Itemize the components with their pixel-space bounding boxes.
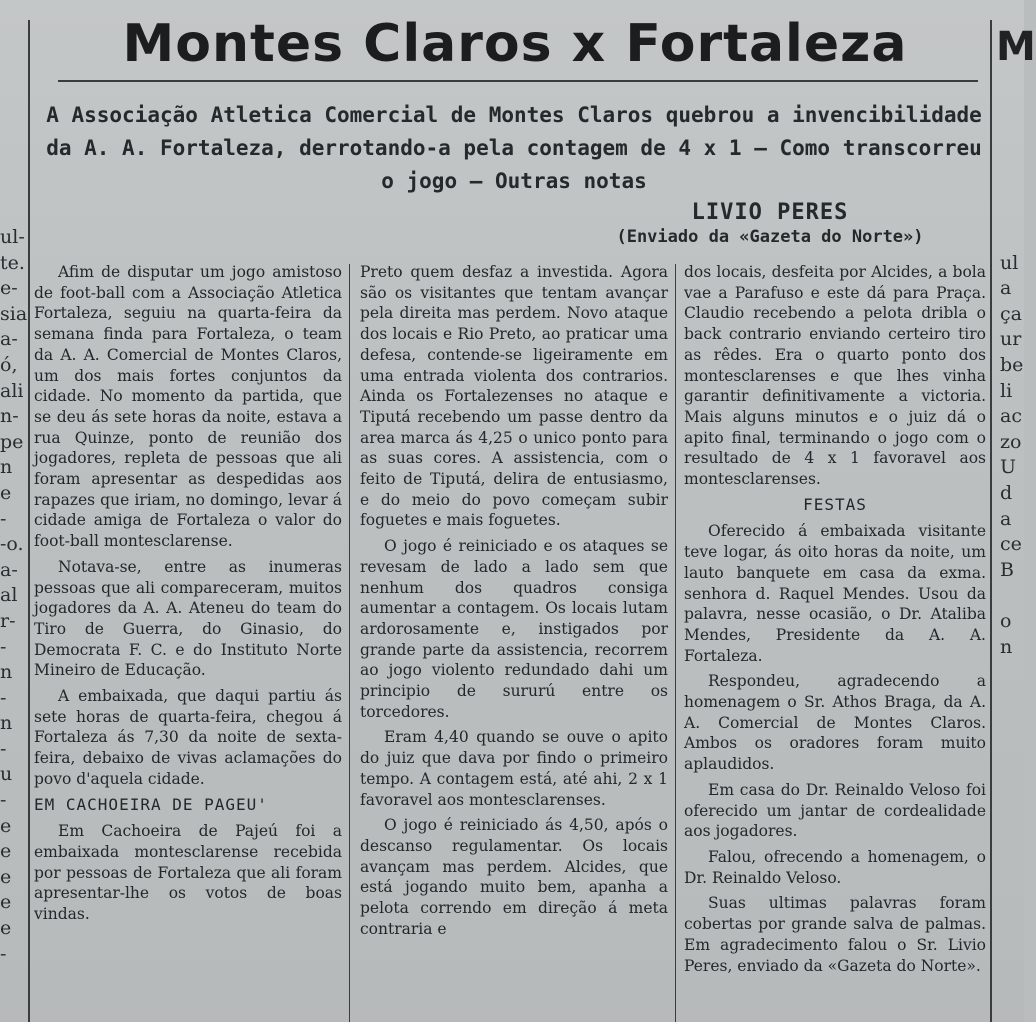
column-rule-right <box>990 20 992 1022</box>
paragraph: Oferecido á embaixada visitante teve logar, ás oito horas da noite, um lauto banquete em casa da exma. senhora d. Raquel Mendes. Usou da palavra, nesse ocasião, o Dr. Ataliba Mendes, Presidente da A. A. Fortaleza. <box>684 522 986 665</box>
column-rule-left <box>28 20 30 1022</box>
paragraph: Preto quem desfaz a investida. Agora são os visitantes que tentam avançar pela direita mas perdem. Novo ataque dos locais e Rio Preto, ao praticar uma defesa, contende-se ligeiramente em uma entrada violenta dos contrarios. Ainda os Fortalezenses no ataque e Tiputá recebendo um passe dentro da area marca ás 4,25 o unico ponto para as suas cores. A assistencia, com o feito de Tiputá, delira de entusiasmo, e do meio do povo começam subir foguetes e mais foguetes. <box>360 263 668 530</box>
right-adjacent-column-fragment: ul a ça ur be li ac zo U d a ce B o n <box>1000 251 1024 658</box>
byline <box>560 200 980 248</box>
paragraph: A embaixada, que daqui partiu ás sete horas de quarta-feira, chegou á Fortaleza ás 7,30 da noite de sexta-feira, debaixo de vivas aclamações do povo d'aquela cidade. <box>34 687 342 788</box>
section-heading: FESTAS <box>803 494 867 514</box>
author-name: LIVIO PERES <box>691 200 849 225</box>
paragraph: dos locais, desfeita por Alcides, a bola vae a Parafuso e este dá para Praça. Claudio recebendo a pelota dribla o back contrario enviando certeiro tiro as rêdes. Era o quarto ponto dos montesclarenses e que lhes vinha garantir definitivamente a victoria. Mais alguns minutos e o juiz dá o apito final, terminando o jogo com o resultado de 4 x 1 favoravel aos montesclarenses. <box>684 263 986 489</box>
section-heading: EM CACHOEIRA DE PAGEU' <box>34 794 268 814</box>
left-adjacent-column-fragment: ul- te. e- sia a- ó, ali n- pe n e - -o. a- al r- - n - n - u - e e e e e - <box>0 226 28 965</box>
article-column-3 <box>684 262 986 1022</box>
article-column-2 <box>360 262 668 1022</box>
paragraph: Notava-se, entre as inumeras pessoas que ali compareceram, muitos jogadores da A. A. Ateneu do team do Tiro de Guerra, do Ginasio, do Democrata F. C. e do Instituto Norte Mineiro de Educação. <box>34 557 342 680</box>
headline-rule <box>58 80 978 82</box>
column-divider-1 <box>349 264 350 1022</box>
paragraph: Respondeu, agradecendo a homenagem o Sr. Athos Braga, da A. A. Comercial de Montes Claros. Ambos os oradores foram muito aplaudidos. <box>684 672 986 774</box>
article-headline: Montes Claros x Fortaleza <box>122 14 908 74</box>
paragraph: O jogo é reiniciado e os ataques se revesam de lado a lado sem que nenhum dos quadros consiga aumentar a contagem. Os locais lutam ardorosamente e, instigados por grande parte da assistencia, recorrem ao jogo violento redundado dahi um principio de sururú entre os torcedores. <box>360 537 668 721</box>
paragraph: Em casa do Dr. Reinaldo Veloso foi oferecido um jantar de cordealidade aos jogadores. <box>684 780 986 841</box>
paragraph: Afim de disputar um jogo amistoso de foot-ball com a Associação Atletica Fortaleza, seguiu na quarta-feira da semana finda para Fortaleza, o team da A. A. Comercial de Montes Claros, um dos mais fortes conjuntos da cidade. No momento da partida, que se deu ás sete horas da noite, estava a rua Quinze, ponto de reunião dos jogadores, repleta de pessoas que ali foram apresentar as despedidas aos rapazes que iriam, no domingo, levar á cidade amiga de Fortaleza o valor do foot-ball montesclarense. <box>34 263 342 551</box>
paragraph: Eram 4,40 quando se ouve o apito do juiz que dava por findo o primeiro tempo. A contagem está, até ahi, 2 x 1 favoravel aos montesclarenses. <box>360 728 668 809</box>
right-adjacent-headline-fragment: M <box>996 24 1036 70</box>
paragraph: Em Cachoeira de Pajeú foi a embaixada montesclarense recebida por pessoas de Fortaleza que ali foram apresentar-lhe os votos de boas vindas. <box>34 822 342 924</box>
article-subheadline: A Associação Atletica Comercial de Montes Claros quebrou a invencibilidade da A. A. Fortaleza, derrotando-a pela contagem de 4 x 1 — Como transcorreu o jogo — Outras notas <box>46 103 982 193</box>
paragraph: Suas ultimas palavras foram cobertas por grande salva de palmas. Em agradecimento falou o Sr. Livio Peres, enviado da «Gazeta do Norte». <box>684 894 986 975</box>
paragraph: Falou, ofrecendo a homenagem, o Dr. Reinaldo Veloso. <box>684 847 986 887</box>
column-divider-2 <box>675 264 676 1022</box>
paragraph: O jogo é reiniciado ás 4,50, após o descanso regulamentar. Os locais avançam mas perdem. Alcides, que está jogando muito bem, apanha a pelota correndo em direção á meta contraria e <box>360 816 668 938</box>
article-column-1 <box>34 262 342 1022</box>
author-affiliation: (Enviado da «Gazeta do Norte») <box>616 227 924 247</box>
